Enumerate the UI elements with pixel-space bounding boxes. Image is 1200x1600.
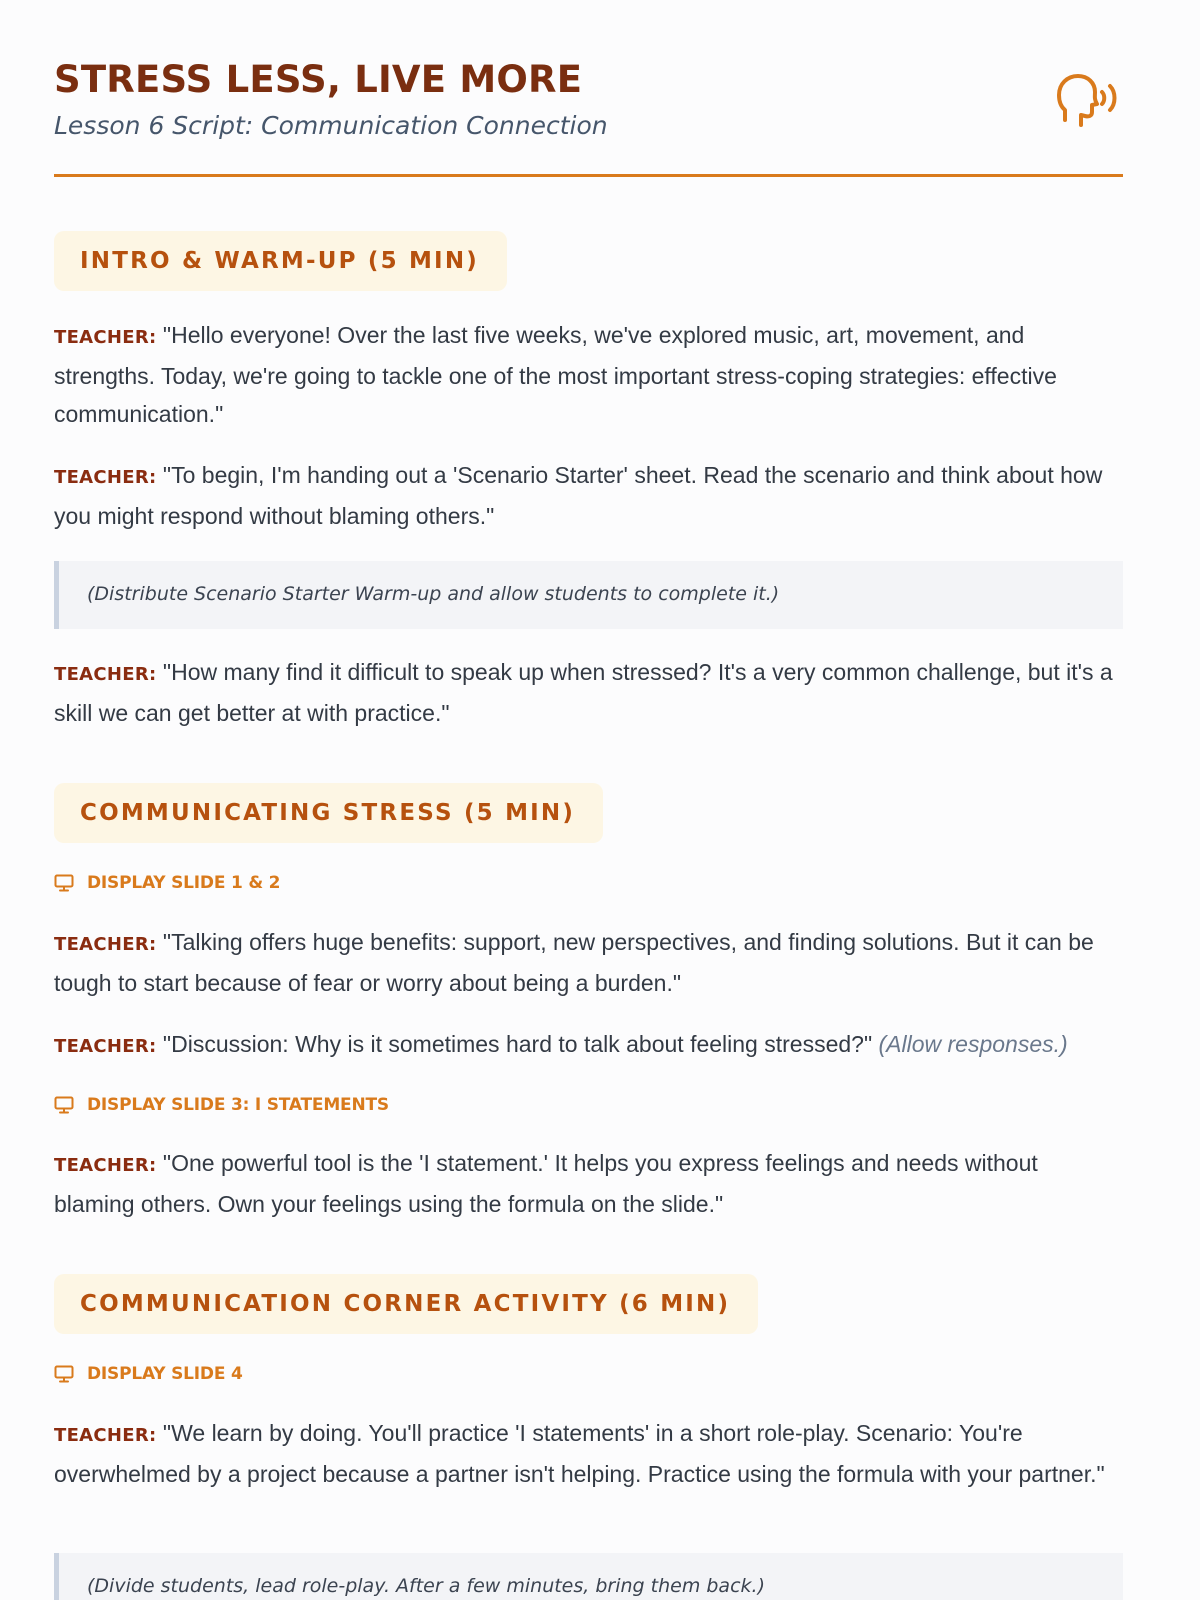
teacher-line-text: "Hello everyone! Over the last five weeks, we've explored music, art, movement, and strengths. Today, we're going to tackle one of the most important stress-coping strategies: effective communication." (54, 322, 1057, 427)
slide-cue-label: DISPLAY SLIDE 3: I STATEMENTS (87, 1095, 389, 1115)
teacher-line (54, 1144, 1123, 1223)
page-header (54, 0, 1123, 177)
page-title: STRESS LESS, LIVE MORE (54, 58, 583, 101)
slide-cue-label: DISPLAY SLIDE 1 & 2 (87, 873, 281, 893)
teacher-line (54, 923, 1123, 1002)
page-subtitle: Lesson 6 Script: Communication Connection (54, 111, 608, 140)
section-communication-corner (54, 1274, 1123, 1334)
speaker-label: TEACHER: (54, 467, 157, 488)
slide-cue (54, 1093, 1123, 1117)
teacher-line (54, 456, 1123, 535)
speaker-label: TEACHER: (54, 664, 157, 685)
slide-cue (54, 1362, 1123, 1386)
inline-stage-direction: (Allow responses.) (878, 1031, 1068, 1057)
slide-cue-label: DISPLAY SLIDE 4 (87, 1364, 243, 1384)
section-intro (54, 231, 1123, 291)
teacher-line-text: "One powerful tool is the 'I statement.' It helps you express feelings and needs without blaming others. Own your feelings using the formula on the slide." (54, 1150, 1038, 1217)
speaker-label: TEACHER: (54, 1155, 157, 1176)
teacher-line-text: "Talking offers huge benefits: support, new perspectives, and finding solutions. But it can be tough to start because of fear or worry about being a burden." (54, 929, 1094, 996)
teacher-line-text: "We learn by doing. You'll practice 'I statements' in a short role-play. Scenario: You're overwhelmed by a project because a partner isn't helping. Practice using the formula with your partner." (54, 1420, 1105, 1487)
section-heading: INTRO & WARM-UP (5 MIN) (54, 231, 507, 291)
teacher-line (54, 653, 1123, 732)
teacher-line (54, 1414, 1123, 1493)
section-communicating-stress (54, 783, 1123, 843)
stage-direction: (Distribute Scenario Starter Warm-up and allow students to complete it.) (54, 561, 1123, 629)
speaker-label: TEACHER: (54, 934, 157, 955)
teacher-line (54, 1025, 1123, 1066)
teacher-line-text: "To begin, I'm handing out a 'Scenario Starter' sheet. Read the scenario and think about how you might respond without blaming others." (54, 462, 1103, 529)
speaker-label: TEACHER: (54, 1036, 157, 1057)
speaker-label: TEACHER: (54, 1425, 157, 1446)
teacher-line-text: "Discussion: Why is it sometimes hard to talk about feeling stressed?" (156, 1031, 879, 1057)
section-heading: COMMUNICATION CORNER ACTIVITY (6 MIN) (54, 1274, 758, 1334)
section-heading: COMMUNICATING STRESS (5 MIN) (54, 783, 603, 843)
speaking-head-icon (1057, 70, 1123, 130)
stage-direction: (Divide students, lead role-play. After a few minutes, bring them back.) (54, 1553, 1123, 1600)
teacher-line-text: "How many find it difficult to speak up when stressed? It's a very common challenge, but it's a skill we can get better at with practice." (54, 659, 1113, 726)
monitor-icon (54, 1096, 74, 1114)
teacher-line (54, 316, 1123, 433)
monitor-icon (54, 1365, 74, 1383)
monitor-icon (54, 874, 74, 892)
speaker-label: TEACHER: (54, 327, 157, 348)
slide-cue (54, 871, 1123, 895)
